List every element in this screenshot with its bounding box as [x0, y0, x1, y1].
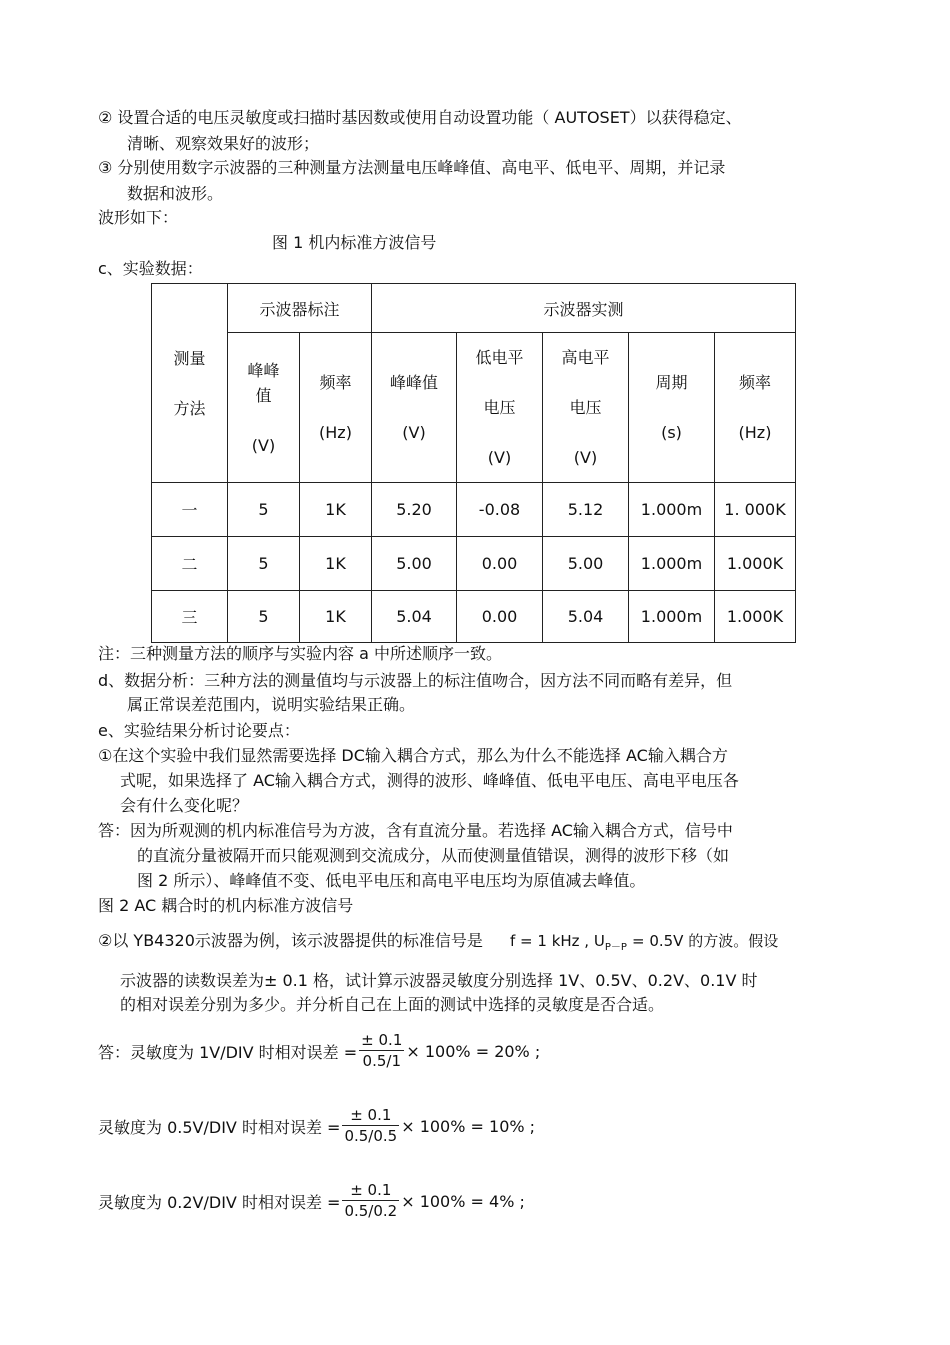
table-cell: 5.04: [372, 591, 457, 643]
step-3-line-2: 数据和波形。: [127, 184, 224, 203]
group-header-marked: 示波器标注: [228, 284, 372, 333]
col-peak: 峰峰值 (V): [372, 333, 457, 483]
col-period: 周期 (s): [629, 333, 715, 483]
table-cell: 5.12: [543, 483, 629, 537]
question-1-line-1: ①在这个实验中我们显然需要选择 DC输入耦合方式，那么为什么不能选择 AC输入耦合方: [98, 746, 728, 765]
table-cell: -0.08: [457, 483, 543, 537]
col-low: 低电平 电压 (V): [457, 333, 543, 483]
table-cell: 1.000K: [715, 537, 796, 591]
table-cell: 5: [228, 483, 300, 537]
table-cell: 5: [228, 591, 300, 643]
table-row: [152, 591, 796, 643]
table-cell: 1K: [300, 591, 372, 643]
table-note: 注：三种测量方法的顺序与实验内容 a 中所述顺序一致。: [98, 644, 502, 663]
question-1-line-3: 会有什么变化呢？: [120, 796, 249, 815]
table-row: [152, 537, 796, 591]
col-high: 高电平 电压 (V): [543, 333, 629, 483]
question-1-line-2: 式呢，如果选择了 AC输入耦合方式，测得的波形、峰峰值、低电平电压、高电平电压各: [120, 771, 739, 790]
table-cell: 1.000m: [629, 483, 715, 537]
analysis-line-2: 属正常误差范围内，说明实验结果正确。: [127, 695, 416, 714]
question-2-line-1: ②以 YB4320示波器为例，该示波器提供的标准信号是 f = 1 kHz , $U_{P-P} = 0.5V$ 的方波。假设: [98, 931, 779, 953]
table-cell: 5.20: [372, 483, 457, 537]
table-cell: 1K: [300, 483, 372, 537]
table-cell: 一: [152, 483, 228, 537]
table-cell: 1.000K: [715, 591, 796, 643]
table-cell: 1.000m: [629, 537, 715, 591]
step-2-line-1: ② 设置合适的电压灵敏度或扫描时基因数或使用自动设置功能（ AUTOSET）以获得稳定、: [98, 108, 742, 127]
table-cell: 0.00: [457, 537, 543, 591]
analysis-line-1: d、数据分析：三种方法的测量值均与示波器上的标注值吻合，因方法不同而略有差异，但: [98, 671, 733, 690]
figure-1-caption: 图 1 机内标准方波信号: [272, 233, 437, 252]
step-3-line-1: ③ 分别使用数字示波器的三种测量方法测量电压峰峰值、高电平、低电平、周期，并记录: [98, 158, 726, 177]
table-cell: 1. 000K: [715, 483, 796, 537]
table-cell: 三: [152, 591, 228, 643]
col-peak-marked: 峰峰 值 (V): [228, 333, 300, 483]
waveform-heading: 波形如下：: [98, 208, 179, 227]
table-cell: 5.00: [372, 537, 457, 591]
question-2-line-3: 的相对误差分别为多少。并分析自己在上面的测试中选择的灵敏度是否合适。: [120, 995, 665, 1014]
table-cell: 0.00: [457, 591, 543, 643]
answer-02v-formula: 灵敏度为 0.2V/DIV 时相对误差 = $\frac{\pm 0.1}{0.5/0.2}$ × 100% = 4% ;: [98, 1181, 525, 1220]
table-cell: 5.04: [543, 591, 629, 643]
col-freq-marked: 频率 (Hz): [300, 333, 372, 483]
method-header: 测量 方法: [152, 284, 228, 483]
discussion-heading: e、实验结果分析讨论要点：: [98, 721, 300, 740]
table-cell: 1K: [300, 537, 372, 591]
answer-1-line-2: 的直流分量被隔开而只能观测到交流成分，从而使测量值错误，测得的波形下移（如: [137, 846, 730, 865]
answer-05v-formula: 灵敏度为 0.5V/DIV 时相对误差 = $\frac{\pm 0.1}{0.5/0.5}$ × 100% = 10% ;: [98, 1106, 536, 1145]
step-2-line-2: 清晰、观察效果好的波形；: [127, 134, 320, 153]
group-header-measured: 示波器实测: [372, 284, 796, 333]
question-2-line-2: 示波器的读数误差为± 0.1 格，试计算示波器灵敏度分别选择 1V、0.5V、0.2V、0.1V 时: [120, 971, 758, 990]
table-cell: 1.000m: [629, 591, 715, 643]
table-cell: 5: [228, 537, 300, 591]
table-cell: 5.00: [543, 537, 629, 591]
experiment-data-heading: c、实验数据：: [98, 259, 203, 278]
answer-1-line-3: 图 2 所示）、峰峰值不变、低电平电压和高电平电压均为原值减去峰值。: [137, 871, 646, 890]
figure-2-caption: 图 2 AC 耦合时的机内标准方波信号: [98, 896, 354, 915]
col-freq: 频率 (Hz): [715, 333, 796, 483]
table-cell: 二: [152, 537, 228, 591]
answer-1-line-1: 答：因为所观测的机内标准信号为方波，含有直流分量。若选择 AC输入耦合方式，信号中: [98, 821, 733, 840]
measurement-table: [151, 283, 796, 643]
table-row: [152, 483, 796, 537]
answer-1v-formula: 答：灵敏度为 1V/DIV 时相对误差 = $\frac{\pm 0.1}{0.5/1}$ × 100% = 20% ;: [98, 1031, 541, 1070]
